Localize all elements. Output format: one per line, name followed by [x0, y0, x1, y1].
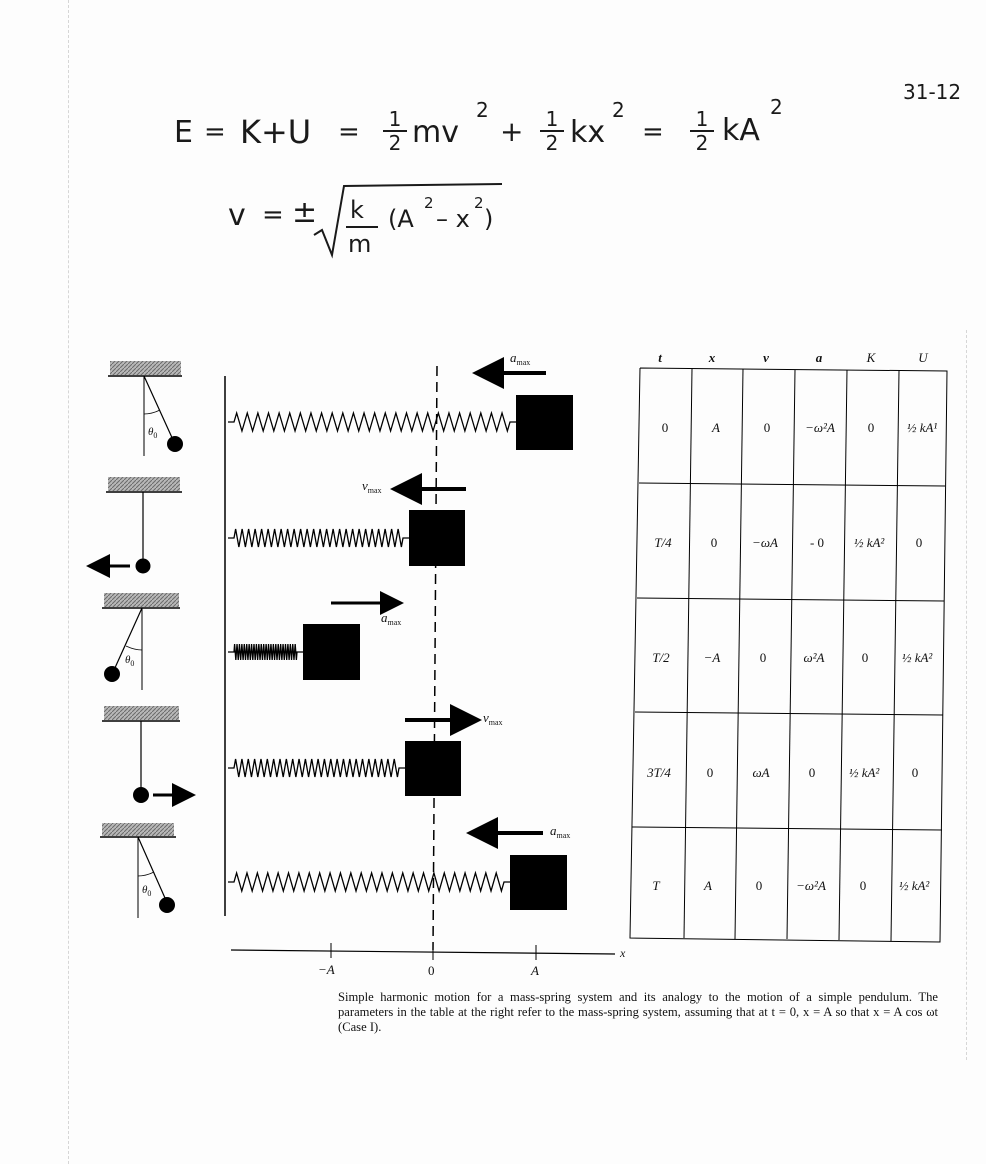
equilibrium-line — [433, 366, 437, 950]
table-cell: 0 — [755, 878, 763, 893]
theta-label-1: $\theta_0$ — [148, 426, 158, 440]
spring-4 — [228, 759, 405, 777]
pendulum-2 — [98, 477, 182, 574]
table-cell: 0 — [911, 765, 919, 780]
v-k: k — [350, 196, 364, 224]
v-exp-2: 2 — [474, 194, 484, 212]
pendulum-3 — [102, 593, 180, 690]
table-cell: 0 — [759, 650, 767, 665]
table-cell: T/2 — [652, 650, 670, 665]
pendulum-bob — [136, 559, 151, 574]
pendulum-ceiling — [110, 361, 181, 375]
a-max-label-1: $a_{max}$ — [510, 350, 531, 367]
eq-mv: mv — [412, 115, 459, 150]
pendulum-ceiling — [104, 593, 179, 607]
table-cell: - 0 — [809, 535, 825, 550]
spring-2 — [228, 529, 409, 547]
pendulum-bob — [133, 787, 149, 803]
a-max-label-5: $a_{max}$ — [550, 823, 571, 840]
table-header-a: a — [815, 350, 823, 365]
axis-label-zero: 0 — [428, 963, 435, 978]
eq-exp-2: 2 — [612, 98, 625, 122]
eq-exp-1: 2 — [476, 98, 489, 122]
eq-plus: + — [500, 115, 524, 148]
table-header-v: v — [763, 350, 769, 365]
table-cell: −ω²A — [796, 878, 826, 893]
table-cell: 0 — [867, 420, 875, 435]
table-cell: T/4 — [654, 535, 672, 550]
v-exp-1: 2 — [424, 194, 434, 212]
table-cell: −ω²A — [805, 420, 835, 435]
table-header-K: K — [866, 350, 876, 365]
table-cell: ω²A — [803, 650, 825, 665]
a-max-label-3: $a_{max}$ — [381, 610, 402, 627]
angle-arc — [144, 410, 160, 414]
table-cell: −ωA — [752, 535, 778, 550]
table-cell: A — [704, 878, 712, 893]
v-max-label-2: $v_{max}$ — [362, 478, 382, 495]
eq-equals-2: = — [338, 117, 360, 147]
table-header-t: t — [658, 350, 662, 365]
pendulum-bob — [159, 897, 175, 913]
spring-1 — [228, 413, 516, 431]
pendulum-bob — [104, 666, 120, 682]
table-cell: T — [652, 878, 660, 893]
v-plus-minus: ± — [292, 195, 318, 230]
pendulum-ceiling — [104, 706, 179, 720]
pendulum-5 — [100, 823, 176, 918]
table-cell: 0 — [706, 765, 714, 780]
v-equals: = — [262, 200, 284, 230]
x-axis — [231, 950, 615, 954]
table-cell: ωA — [752, 765, 770, 780]
axis-label-minus-A: −A — [318, 962, 335, 977]
figure-caption: Simple harmonic motion for a mass-spring system and its analogy to the motion of a simple pendulum. The parameters in the table at the right refer to the mass-spring system, assuming that at t = 0, x = A so that x = A cos ωt (Case I). — [338, 990, 938, 1034]
eq-exp-3: 2 — [770, 95, 783, 119]
pendulum-ceiling — [102, 823, 174, 836]
table-cell: ½ kA² — [853, 535, 885, 550]
pendulum-ceiling — [108, 477, 180, 491]
table-cell: 0 — [915, 535, 923, 550]
angle-arc — [138, 872, 154, 876]
frac-half-2: 1 2 — [540, 108, 564, 154]
table-cell: A — [712, 420, 720, 435]
table-cell: −A — [703, 650, 721, 665]
table-cell: ½ kA² — [848, 765, 880, 780]
mass-block-1 — [516, 395, 573, 450]
mass-block-5 — [510, 855, 567, 910]
v-lhs: v — [228, 198, 246, 233]
eq-kx: kx — [570, 115, 606, 150]
table-cell: ½ kA¹ — [906, 420, 938, 435]
v-m: m — [348, 230, 372, 258]
mass-block-4 — [405, 741, 461, 796]
table-cell: 0 — [661, 420, 669, 435]
spring-3 — [228, 644, 303, 660]
mass-block-3 — [303, 624, 360, 680]
v-close: ) — [484, 205, 494, 233]
frac-half-3: 1 2 — [690, 108, 714, 154]
pendulum-bob — [167, 436, 183, 452]
table-cell: 0 — [808, 765, 816, 780]
mass-block-2 — [409, 510, 465, 566]
table-cell: 0 — [859, 878, 867, 893]
angle-arc — [126, 646, 142, 650]
page-number: 31-12 — [903, 80, 962, 104]
theta-label-3: $\theta_0$ — [125, 654, 135, 668]
eq-equals-3: = — [642, 117, 664, 147]
table-cell: 3T/4 — [647, 765, 671, 780]
theta-label-5: $\theta_0$ — [142, 884, 152, 898]
eq-equals-1: = — [204, 117, 226, 147]
frac-half-1: 1 2 — [383, 108, 407, 154]
axis-variable-x: x — [620, 946, 626, 960]
pendulum-1 — [108, 361, 183, 456]
v-max-label-4: $v_{max}$ — [483, 710, 503, 727]
eq-K-plus-U: K+U — [240, 113, 312, 151]
eq-kA: kA — [722, 113, 760, 148]
table-header-U: U — [918, 350, 928, 365]
axis-label-plus-A: A — [531, 963, 539, 978]
spring-5 — [228, 873, 510, 891]
table-cell: 0 — [763, 420, 771, 435]
v-minus-x: – x — [436, 205, 470, 233]
table-cell: 0 — [861, 650, 869, 665]
table-cell: 0 — [710, 535, 718, 550]
pendulum-4 — [102, 706, 184, 803]
table-cell: ½ kA² — [901, 650, 933, 665]
eq-E: E — [174, 115, 193, 150]
table-header-x: x — [708, 350, 716, 365]
table-cell: ½ kA² — [898, 878, 930, 893]
v-paren-A: (A — [388, 205, 414, 233]
